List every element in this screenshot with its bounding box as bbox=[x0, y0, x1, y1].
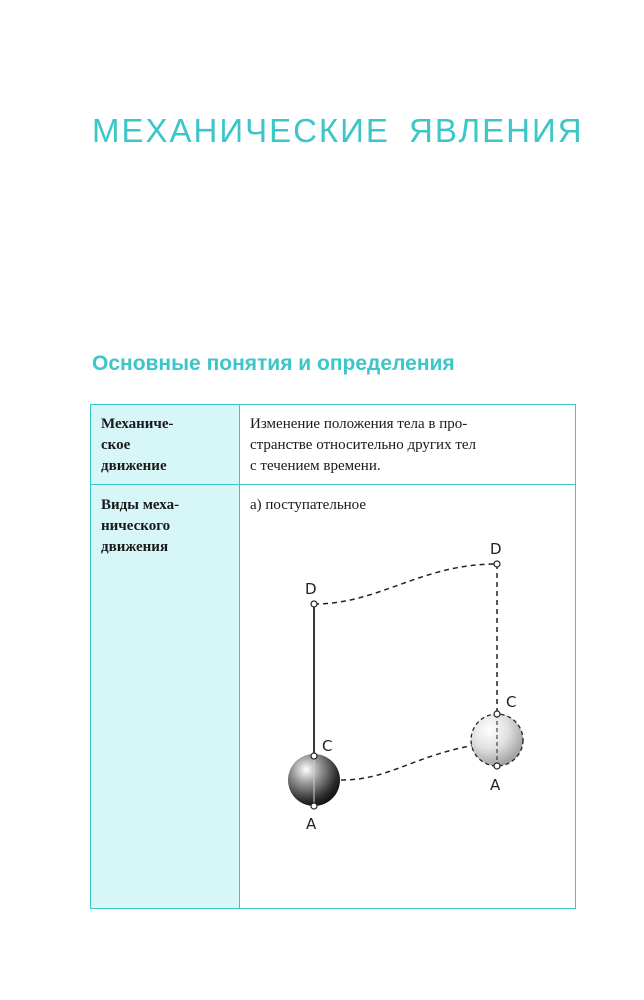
term-types-of-motion: Виды меха- нического движения bbox=[101, 497, 180, 555]
label-c-end: C bbox=[506, 693, 517, 711]
trajectory-d bbox=[314, 564, 497, 604]
definition-mechanical-motion: Изменение положения тела в про- странстве относительно других тел с течением времени. bbox=[250, 416, 477, 474]
term-mechanical-motion: Механиче- ское движение bbox=[101, 416, 174, 474]
section-title: Основные понятия и определения bbox=[92, 352, 455, 375]
label-c-start: C bbox=[322, 737, 333, 755]
point-a-start bbox=[311, 803, 317, 809]
point-c-end bbox=[494, 711, 500, 717]
point-d-start bbox=[311, 601, 317, 607]
label-d-end: D bbox=[490, 540, 502, 558]
label-a-start: A bbox=[306, 815, 317, 833]
label-a-end: A bbox=[490, 776, 501, 794]
label-d-start: D bbox=[305, 580, 317, 598]
point-d-end bbox=[494, 561, 500, 567]
definition-translational: а) поступательное bbox=[250, 497, 367, 513]
chapter-title: МЕХАНИЧЕСКИЕ ЯВЛЕНИЯ bbox=[92, 112, 584, 149]
point-a-end bbox=[494, 763, 500, 769]
point-c-start bbox=[311, 753, 317, 759]
